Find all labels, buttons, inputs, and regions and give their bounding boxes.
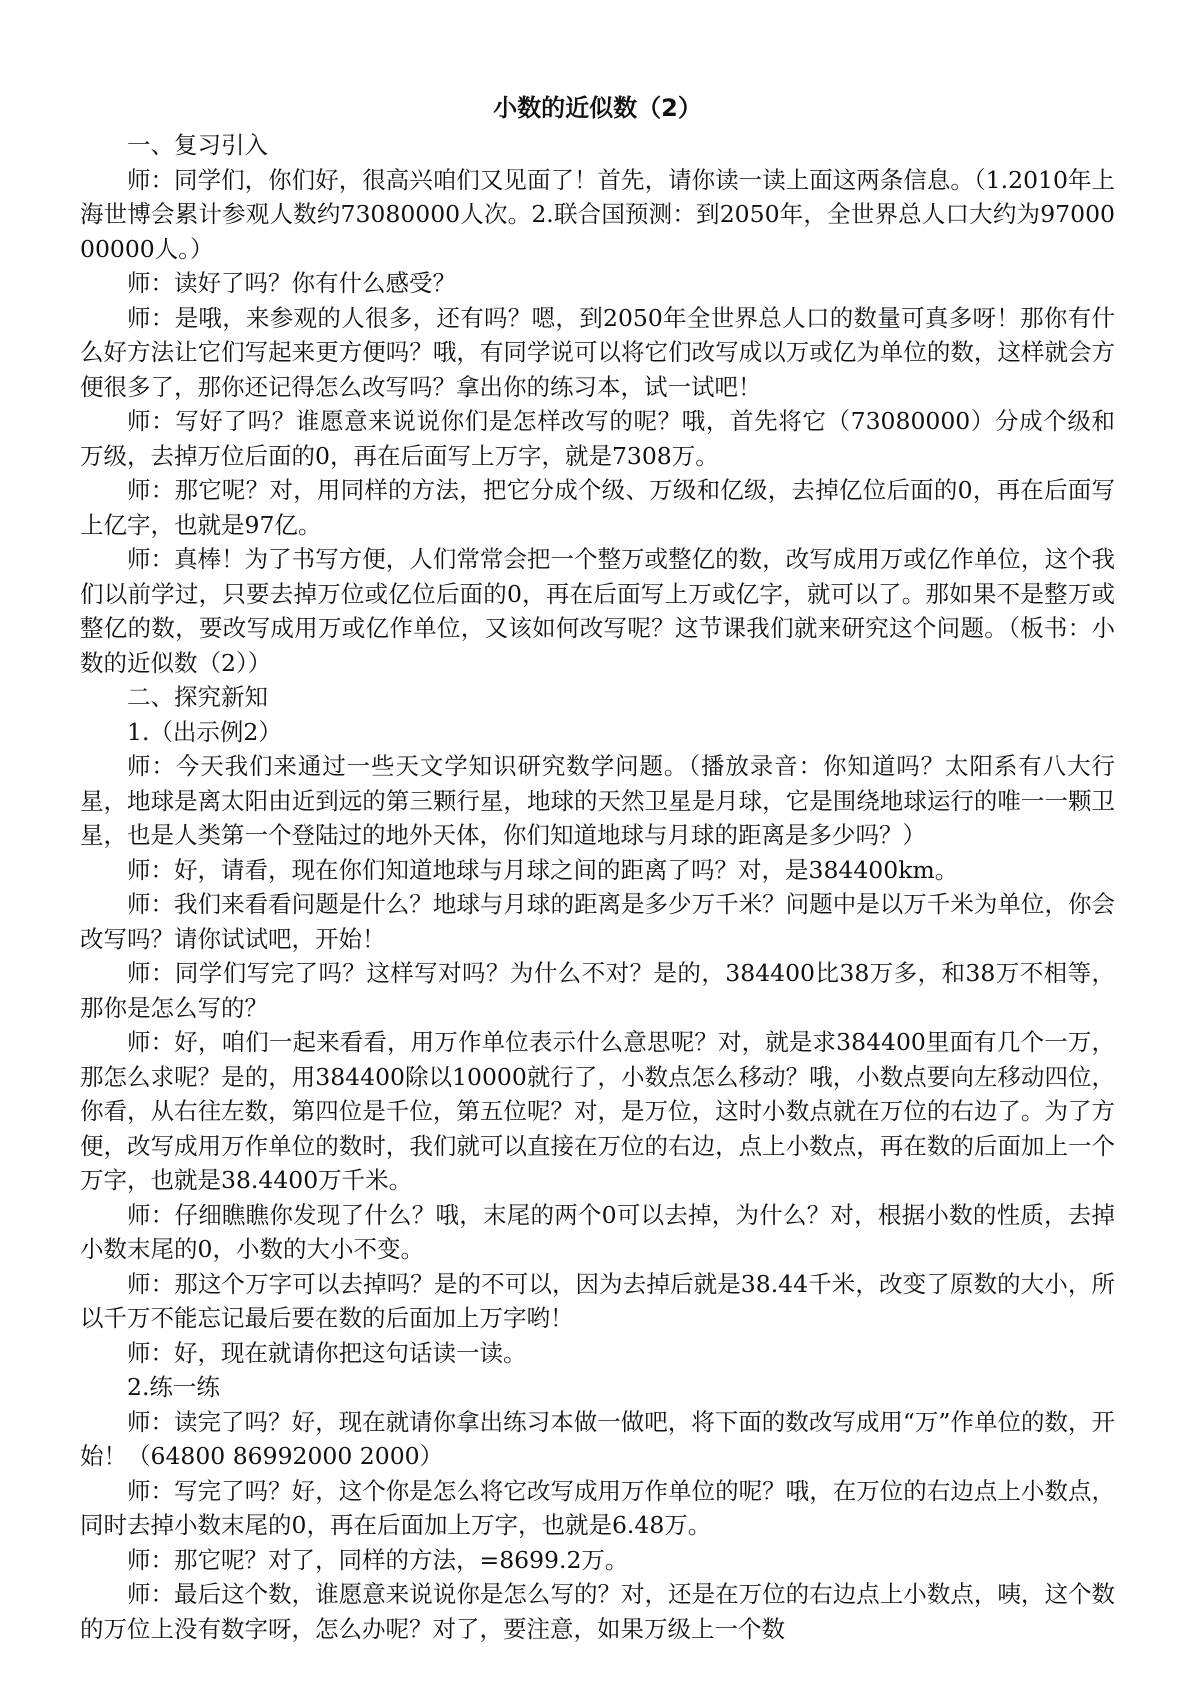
paragraph-practice-heading: 2.练一练 — [127, 1373, 220, 1401]
paragraph: 师：我们来看看问题是什么？地球与月球的距离是多少万千米？问题中是以万千米为单位，你会改写吗？请你试试吧，开始！ — [80, 890, 1115, 953]
paragraph: 师：那它呢？对，用同样的方法，把它分成个级、万级和亿级，去掉亿位后面的0，再在后面写上亿字，也就是97亿。 — [80, 476, 1115, 539]
paragraph: 师：同学们，你们好，很高兴咱们又见面了！首先，请你读一读上面这两条信息。（1.2010年上海世博会累计参观人数约73080000人次。2.联合国预测：到2050年，全世界总人口大约为9700000000人。） — [80, 165, 1115, 263]
paragraph: 师：好，现在就请你把这句话读一读。 — [127, 1338, 527, 1367]
paragraph: 师：读好了吗？你有什么感受？ — [127, 269, 456, 297]
paragraph: 师：仔细瞧瞧你发现了什么？哦，末尾的两个0可以去掉，为什么？对，根据小数的性质，去掉小数末尾的0，小数的大小不变。 — [80, 1200, 1115, 1263]
paragraph: 师：今天我们来通过一些天文学知识研究数学问题。（播放录音：你知道吗？太阳系有八大行星，地球是离太阳由近到远的第三颗行星，地球的天然卫星是月球，它是围绕地球运行的唯一一颗卫星，也是人类第一个登陆过的地外天体，你们知道地球与月球的距离是多少吗？） — [80, 752, 1115, 849]
paragraph: 师：是哦，来参观的人很多，还有吗？嗯，到2050年全世界总人口的数量可真多呀！那你有什么好方法让它们写起来更方便吗？哦，有同学说可以将它们改写成以万或亿为单位的数，这样就会方便很多了，那你还记得怎么改写吗？拿出你的练习本，试一试吧！ — [80, 303, 1115, 401]
paragraph: 师：同学们写完了吗？这样写对吗？为什么不对？是的，384400比38万多，和38万不相等，那你是怎么写的？ — [80, 959, 1115, 1022]
paragraph: 师：那它呢？对了，同样的方法，=8699.2万。 — [127, 1545, 629, 1574]
paragraph-section-2-heading: 二、探究新知 — [127, 683, 268, 711]
paragraph: 师：写好了吗？谁愿意来说说你们是怎样改写的呢？哦，首先将它（73080000）分成个级和万级，去掉万位后面的0，再在后面写上万字，就是7308万。 — [80, 407, 1115, 470]
paragraph: 师：好，请看，现在你们知道地球与月球之间的距离了吗？对，是384400km。 — [127, 855, 959, 884]
paragraph: 师：那这个万字可以去掉吗？是的不可以，因为去掉后就是38.44千米，改变了原数的大小，所以千万不能忘记最后要在数的后面加上万字哟！ — [80, 1269, 1115, 1332]
paragraph: 师：写完了吗？好，这个你是怎么将它改写成用万作单位的呢？哦，在万位的右边点上小数点，同时去掉小数末尾的0，再在后面加上万字，也就是6.48万。 — [80, 1476, 1115, 1539]
paragraph: 师：最后这个数，谁愿意来说说你是怎么写的？对，还是在万位的右边点上小数点，咦，这个数的万位上没有数字呀，怎么办呢？对了，要注意，如果万级上一个数 — [80, 1580, 1115, 1643]
document-title: 小数的近似数（2） — [493, 94, 702, 122]
paragraph: 师：真棒！为了书写方便，人们常常会把一个整万或整亿的数，改写成用万或亿作单位，这个我们以前学过，只要去掉万位或亿位后面的0，再在后面写上万或亿字，就可以了。那如果不是整万或整亿的数，要改写成用万或亿作单位，又该如何改写呢？这节课我们就来研究这个问题。（板书：小数的近似数（2）） — [80, 545, 1115, 677]
paragraph: 师：读完了吗？好，现在就请你拿出练习本做一做吧，将下面的数改写成用“万”作单位的数，开始！（64800 86992000 2000） — [80, 1407, 1115, 1470]
document-page — [80, 90, 1115, 1646]
paragraph: 师：好，咱们一起来看看，用万作单位表示什么意思呢？对，就是求384400里面有几个一万，那怎么求呢？是的，用384400除以10000就行了，小数点怎么移动？哦，小数点要向左移动四位，你看，从右往左数，第四位是千位，第五位呢？对，是万位，这时小数点就在万位的右边了。为了方便，改写成用万作单位的数时，我们就可以直接在万位的右边，点上小数点，再在数的后面加上一个万字，也就是38.4400万千米。 — [80, 1028, 1115, 1194]
paragraph-example-heading: 1.（出示例2） — [127, 717, 282, 746]
paragraph-section-1-heading: 一、复习引入 — [127, 131, 268, 159]
